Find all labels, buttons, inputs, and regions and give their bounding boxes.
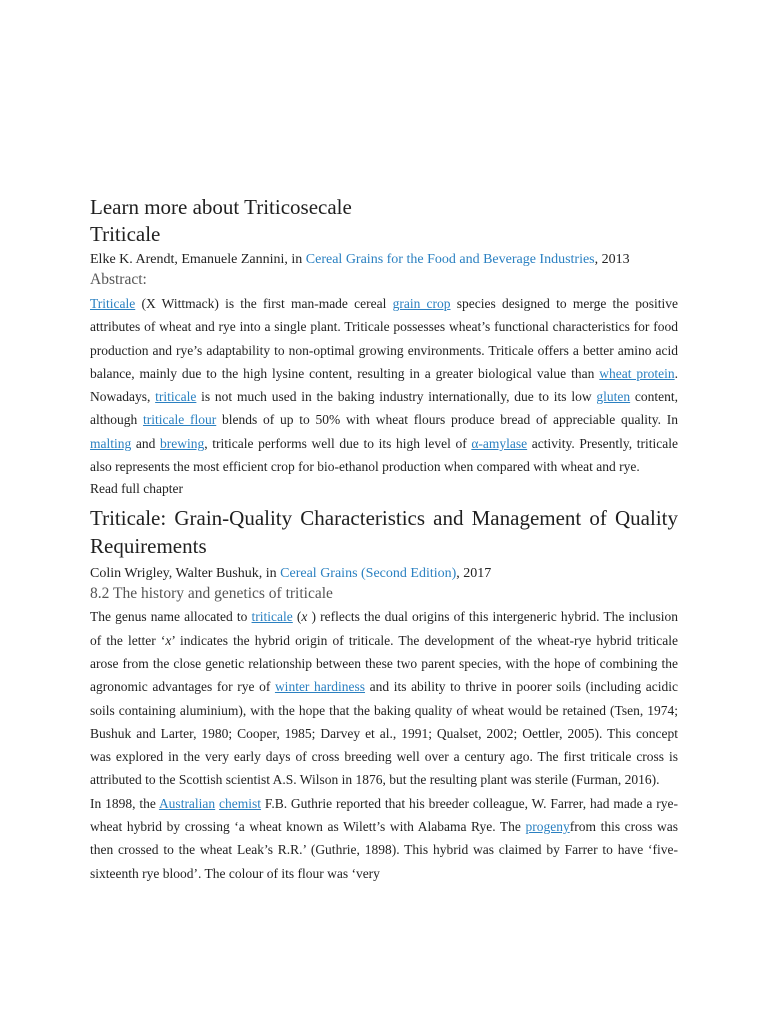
authors-text: Elke K. Arendt, Emanuele Zannini, in — [90, 252, 306, 267]
abstract-label: Abstract: — [90, 271, 147, 288]
read-full-chapter-link[interactable]: Read full chapter — [90, 481, 183, 497]
learn-more-heading: Learn more about Triticosecale — [90, 195, 352, 219]
italic-text: x — [165, 632, 172, 648]
source-link[interactable]: Cereal Grains (Second Edition) — [280, 566, 457, 582]
authors-text: Colin Wrigley, Walter Bushuk, in — [90, 566, 281, 582]
inline-term-link[interactable]: chemist — [219, 795, 262, 811]
chapter-authors — [90, 564, 678, 584]
inline-term-link[interactable]: brewing — [160, 435, 205, 451]
italic-text: x — [301, 609, 308, 625]
body-paragraph: In 1898, the Australian chemist F.B. Guthrie reported that his breeder colleague, W. Farrer, had made a rye-wheat hybrid by crossing ‘a wheat known as Wilett’s with Alabama Rye. The progenyfrom this cross was then crossed to the wheat Leak’s R.R.’ (Guthrie, 1898). This hybrid was claimed by Farrer to have ‘five-sixteenth rye blood’. The colour of its flour was ‘very — [90, 795, 679, 881]
inline-term-link[interactable]: triticale flour — [143, 412, 217, 428]
section-subheading: 8.2 The history and genetics of triticale — [90, 585, 333, 603]
inline-term-link[interactable]: progeny — [525, 819, 570, 835]
inline-term-link[interactable]: α-amylase — [471, 435, 528, 451]
inline-term-link[interactable]: malting — [90, 435, 132, 451]
abstract-text: Triticale (X Wittmack) is the first man-made cereal grain crop species designed to merge the positive attributes of wheat and rye into a single plant. Triticale possesses wheat’s functional characteristics for food production and rye’s adaptability to non-optimal growing environments. Triticale offers a better amino acid balance, mainly due to the high lysine content, resulting in a greater biological value than wheat protein. Nowadays, triticale is not much used in the baking industry internationally, due to its low gluten content, although triticale flour blends of up to 50% with wheat flours produce bread of appreciable quality. In malting and brewing, triticale performs well due to its high level of α-amylase activity. Presently, triticale also represents the most efficient crop for bio-ethanol production when compared with wheat and rye. — [90, 296, 679, 475]
body-paragraph: The genus name allocated to triticale (x ) reflects the dual origins of this intergeneric hybrid. The inclusion of the letter ‘x’ indicates the hybrid origin of triticale. The development of the wheat-rye hybrid triticale arose from the close genetic relationship between these two parent species, with the hope of combining the agronomic advantages for rye of winter hardiness and its ability to thrive in poorer soils (including acidic soils containing aluminium), with the hope that the baking quality of wheat would be retained (Tsen, 1974; Bushuk and Larter, 1980; Cooper, 1985; Darvey et al., 1991; Qualset, 2002; Oettler, 2005). This concept was explored in the very early days of cross breeding well over a century ago. The first triticale cross is attributed to the Scottish scientist A.S. Wilson in 1876, but the resulting plant was sterile (Furman, 2016). — [90, 609, 678, 788]
inline-term-link[interactable]: wheat protein — [599, 365, 675, 381]
chapter-title[interactable]: Triticale: Grain-Quality Characteristics and Management of Quality Requirements — [90, 506, 678, 559]
inline-term-link[interactable]: gluten — [596, 389, 631, 405]
inline-term-link[interactable]: triticale — [155, 389, 197, 405]
source-link[interactable]: Cereal Grains for the Food and Beverage Industries — [305, 252, 595, 267]
inline-term-link[interactable]: Australian — [158, 795, 216, 811]
chapter-title[interactable]: Triticale — [90, 222, 161, 246]
inline-term-link[interactable]: Triticale — [90, 296, 136, 311]
inline-term-link[interactable]: winter hardiness — [274, 679, 366, 695]
publication-year: , 2013 — [594, 252, 630, 267]
inline-term-link[interactable]: grain crop — [392, 296, 451, 311]
inline-term-link[interactable]: triticale — [251, 609, 293, 625]
chapter-authors — [90, 250, 678, 270]
article-content — [90, 194, 678, 885]
publication-year: , 2017 — [456, 566, 492, 582]
